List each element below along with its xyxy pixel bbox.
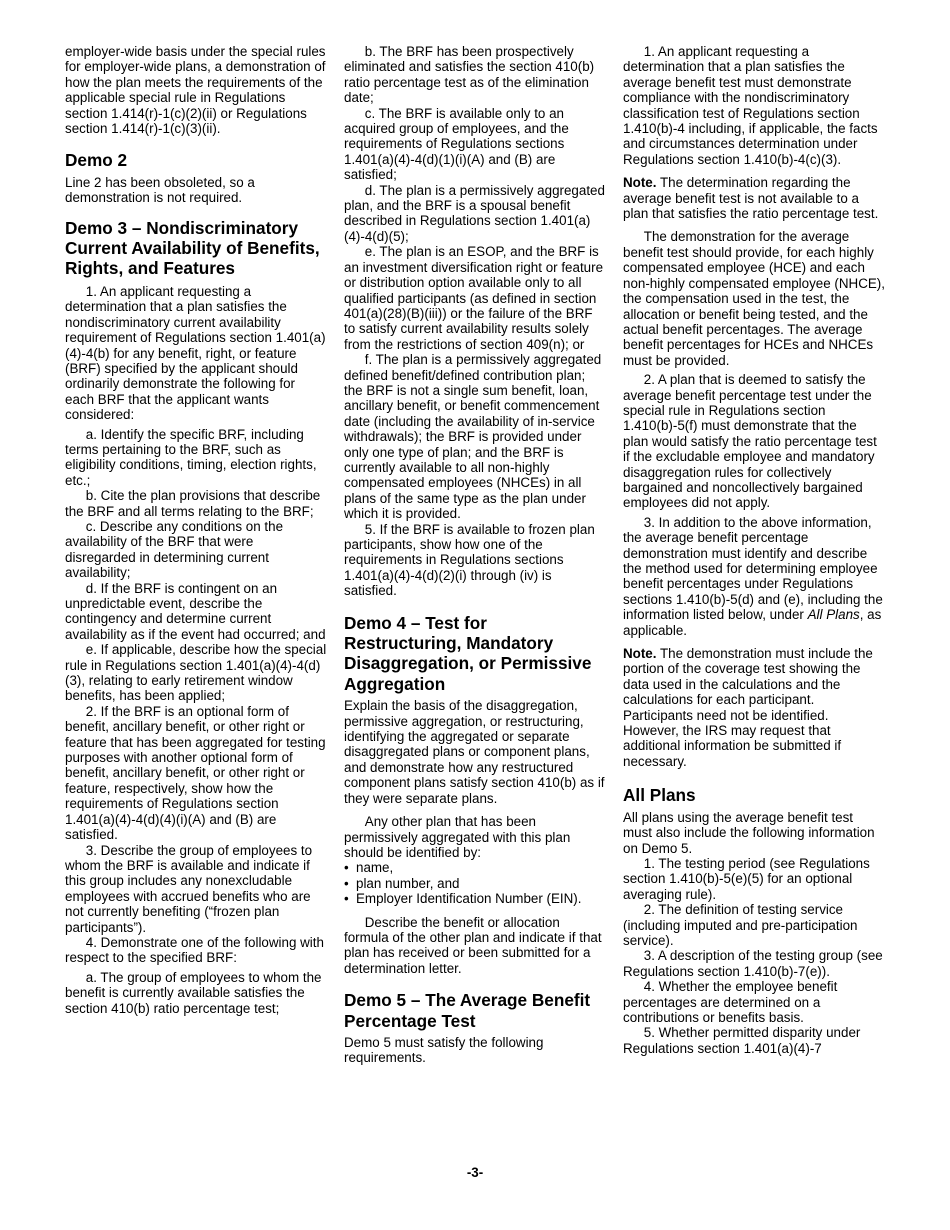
paragraph-item-4a: a. The group of employees to whom the benefit is currently available satisfies the section 410(b) ratio percentage test; xyxy=(65,969,322,1016)
note-label: Note. xyxy=(623,175,657,191)
column-middle xyxy=(344,44,606,1066)
paragraph-item-1d: d. If the BRF is contingent on an unpredictable event, describe the contingency and determine current availability as if the event had occurred; and xyxy=(65,580,326,642)
paragraph-item-1a: a. Identify the specific BRF, including terms pertaining to the BRF, such as eligibility conditions, timing, election rights, etc.; xyxy=(65,426,317,488)
paragraph-continued: employer-wide basis under the special rules for employer-wide plans, a demonstration of how the plan meets the requirements of the applicable special rule in Regulations section 1.414(r)-1(c)(2)(ii) or Regulations section 1.414(r)-1(c)(3)(ii). xyxy=(65,44,326,137)
note-text: The demonstration must include the portion of the coverage test showing the data used in the calculations and the calculations for each participant. Participants need not be identified. However, the IRS may request that additional information be submitted if necessary. xyxy=(623,646,873,769)
paragraph-item-3: 3. Describe the group of employees to whom the BRF is available and indicate if this group includes any nonexcludable employees with accrued benefits who are not currently benefiting (“frozen plan participants”). xyxy=(65,842,313,935)
paragraph-demo-2: Line 2 has been obsoleted, so a demonstration is not required. xyxy=(65,174,255,206)
note-coverage-test xyxy=(623,646,885,769)
paragraph-describe-benefit: Describe the benefit or allocation formula of the other plan and indicate if that plan has received or been submitted for a determination letter. xyxy=(344,914,602,976)
paragraph-all-plans: All plans using the average benefit test must also include the following information on Demo 5. xyxy=(623,809,875,856)
paragraph-other-plan: Any other plan that has been permissively aggregated with this plan should be identified by: xyxy=(344,814,571,860)
paragraph-item-4c: c. The BRF is available only to an acquired group of employees, and the requirements of Regulations sections 1.401(a)(4)-4(d)(1)(i)(A) and (B) are satisfied; xyxy=(344,105,569,183)
heading-demo-5: Demo 5 – The Average Benefit Percentage Test xyxy=(344,990,591,1031)
page-number: -3- xyxy=(466,1165,484,1180)
bullet-text: Employer Identification Number (EIN). xyxy=(356,891,582,907)
bullet-item-name xyxy=(344,860,606,875)
paragraph-all-5: 5. Whether permitted disparity under Regulations section 1.401(a)(4)-7 xyxy=(623,1025,861,1056)
heading-all-plans: All Plans xyxy=(623,785,696,806)
item-3-text: 3. In addition to the above information, the average benefit percentage demonstration must identify and describe the method used for determining employee benefit percentages under Regulations sections 1.410(b)-5(d) and (e), including the information listed below, under xyxy=(623,514,883,623)
item-3-italic: All Plans xyxy=(807,607,860,623)
heading-demo-4: Demo 4 – Test for Restructuring, Mandatory Disaggregation, or Permissive Aggregation xyxy=(344,612,592,694)
bullet-text: name, xyxy=(356,860,394,876)
bullet-item-plan-number xyxy=(344,876,606,891)
paragraph-demo-5: Demo 5 must satisfy the following requirements. xyxy=(344,1034,544,1066)
paragraph-item-1: 1. An applicant requesting a determination that a plan satisfies the nondiscriminatory current availability requirement of Regulations section 1.401(a)(4)-4(b) for any benefit, right, or feature (BRF) specified by the applicant should ordinarily demonstrate the following for each BRF that the applicant wants considered: xyxy=(65,283,326,423)
paragraph-item-1c: c. Describe any conditions on the availability of the BRF that were disregarded in determining current availability; xyxy=(65,518,284,581)
bullet-text: plan number, and xyxy=(356,875,460,891)
paragraph-item-1e: e. If applicable, describe how the special rule in Regulations section 1.401(a)(4)-4(d)(3), relating to early retirement window benefits, has been applied; xyxy=(65,642,327,704)
bullet-icon: • xyxy=(344,860,349,876)
paragraph-item-2: 2. If the BRF is an optional form of benefit, ancillary benefit, or other right or feature that has been aggregated for testing purposes with another optional form of benefit, ancillary benefit, or other right or feature, respectively, show how the requirements of Regulations section 1.401(a)(4)-4(d)(4)(i)(A) and (B) are satisfied. xyxy=(65,703,326,843)
paragraph-all-1: 1. The testing period (see Regulations section 1.410(b)-5(e)(5) for an optional averaging rule). xyxy=(623,855,870,902)
paragraph-item-3 xyxy=(623,515,885,638)
paragraph-item-4b: b. The BRF has been prospectively eliminated and satisfies the section 410(b) ratio percentage test as of the elimination date; xyxy=(344,44,595,106)
column-left xyxy=(65,44,327,1016)
paragraph-item-1: 1. An applicant requesting a determination that a plan satisfies the average benefit test must demonstrate compliance with the nondiscriminatory classification test of Regulations section 1.410(b)-4 including, if applicable, the facts and circumstances determination under Regulations section 1.410(b)-4(c)(3). xyxy=(623,44,878,167)
heading-demo-3: Demo 3 – Nondiscriminatory Current Availability of Benefits, Rights, and Features xyxy=(65,217,320,279)
note-text: The determination regarding the average benefit test is not available to a plan that satisfies the ratio percentage test. xyxy=(623,175,879,222)
bullet-icon: • xyxy=(344,875,349,891)
bullet-icon: • xyxy=(344,891,349,907)
paragraph-item-5: 5. If the BRF is available to frozen plan participants, show how one of the requirements in Regulations sections 1.401(a)(4)-4(d)(2)(i) through (iv) is satisfied. xyxy=(344,521,595,599)
paragraph-demonstration: The demonstration for the average benefit test should provide, for each highly compensated employee (HCE) and each non-highly compensated employee (NHCE), the compensation used in the test, the allocation or benefit being tested, and the actual benefit percentages. The average benefit percentages for HCEs and NHCEs must be provided. xyxy=(623,229,885,368)
bullet-item-ein xyxy=(344,891,606,906)
paragraph-all-3: 3. A description of the testing group (see Regulations section 1.410(b)-7(e)). xyxy=(623,948,883,979)
paragraph-item-2: 2. A plan that is deemed to satisfy the average benefit percentage test under the special rule in Regulations section 1.410(b)-5(f) must demonstrate that the plan would satisfy the ratio percentage test if the excludable employee and mandatory disaggregation rules for collectively bargained and noncollectively bargained employees did not apply. xyxy=(623,372,877,511)
paragraph-item-1b: b. Cite the plan provisions that describe the BRF and all terms relating to the BRF; xyxy=(65,488,321,519)
paragraph-all-2: 2. The definition of testing service (including imputed and pre-participation service). xyxy=(623,902,858,948)
paragraph-item-4d: d. The plan is a permissively aggregated plan, and the BRF is a spousal benefit described in Regulations section 1.401(a)(4)-4(d)(5); xyxy=(344,182,605,244)
item-3-text-end: , as applicable. xyxy=(623,607,882,638)
heading-demo-2: Demo 2 xyxy=(65,150,128,171)
paragraph-item-4: 4. Demonstrate one of the following with respect to the specified BRF: xyxy=(65,934,324,966)
paragraph-demo-4: Explain the basis of the disaggregation, permissive aggregation, or restructuring, identifying the aggregated or separate disaggregated plans or component plans, and demonstrate how any restructured component plans satisfy section 410(b) as if they were separate plans. xyxy=(344,698,605,806)
note-label: Note. xyxy=(623,646,657,662)
column-right xyxy=(623,44,885,1056)
paragraph-item-4f: f. The plan is a permissively aggregated defined benefit/defined contribution plan; the BRF is not a single sum benefit, loan, ancillary benefit, or benefit commencement date (including the availability of in-service withdrawals); the BRF is provided under only one type of plan; and the BRF is currently available to all non-highly compensated employees (NHCEs) in all plans of the same type as the plan under which it is provided. xyxy=(344,352,602,522)
note-ratio-test xyxy=(623,175,885,221)
paragraph-all-4: 4. Whether the employee benefit percentages are determined on a contributions or benefits basis. xyxy=(623,979,838,1025)
paragraph-item-4e: e. The plan is an ESOP, and the BRF is an investment diversification right or feature or distribution option available only to all qualified participants (as defined in section 401(a)(28)(B)(iii)) or the failure of the BRF to satisfy current availability results solely from the restrictions of section 409(n); or xyxy=(344,244,604,352)
